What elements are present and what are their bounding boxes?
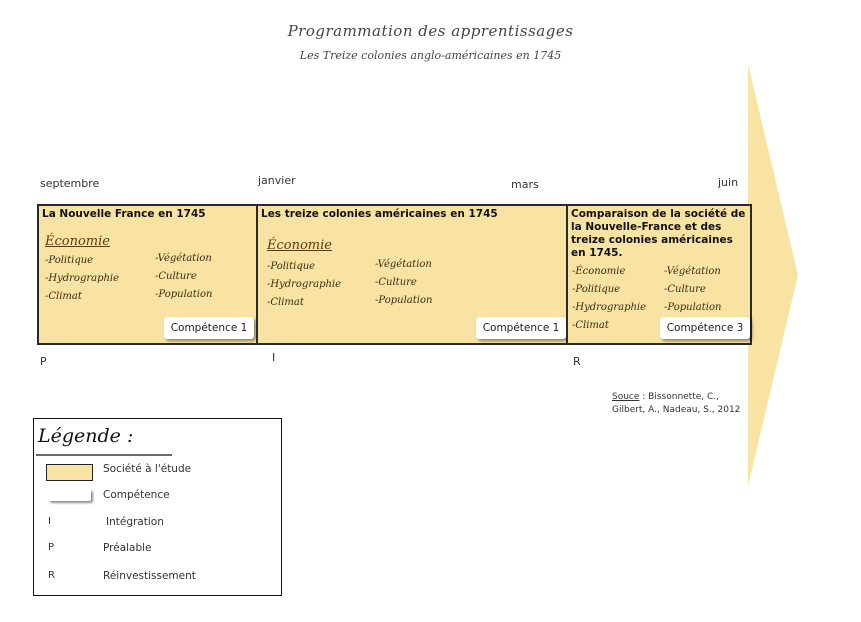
legend-label: Compétence: [103, 489, 170, 501]
marker-integration: I: [272, 351, 276, 364]
period-box-treize-colonies: [256, 204, 568, 345]
month-label-january: janvier: [258, 174, 296, 187]
box-item: -Politique: [45, 255, 94, 266]
box-item: -Culture: [375, 277, 417, 288]
month-label-september: septembre: [40, 177, 100, 190]
period-box-nouvelle-france: [37, 204, 258, 345]
box-item: -Hydrographie: [45, 273, 120, 284]
box-item: -Culture: [155, 271, 197, 282]
box-item: -Climat: [572, 320, 609, 331]
box-item: -Politique: [267, 261, 316, 272]
box-title: La Nouvelle France en 1745: [42, 208, 206, 220]
competence-badge: Compétence 3: [660, 317, 750, 339]
legend-label: Réinvestissement: [103, 570, 196, 582]
diagram-subtitle: Les Treize colonies anglo-américaines en 1745: [299, 49, 562, 62]
legend-symbol: I: [48, 516, 51, 527]
box-item: -Climat: [45, 291, 82, 302]
box-item: -Végétation: [155, 253, 212, 264]
legend-title: Légende :: [38, 425, 134, 447]
box-item: -Population: [155, 289, 213, 300]
legend-title-underline: [36, 453, 172, 457]
legend-swatch-competence: [48, 489, 91, 501]
marker-reinvestissement: R: [573, 355, 581, 368]
legend-label: Société à l'étude: [103, 463, 192, 475]
marker-prealable: P: [40, 355, 47, 368]
box-item: -Végétation: [664, 266, 721, 277]
box-item: -Hydrographie: [267, 279, 342, 290]
box-item: -Politique: [572, 284, 621, 295]
box-item: -Climat: [267, 297, 304, 308]
box-item: -Culture: [664, 284, 706, 295]
box-item: -Économie: [572, 266, 626, 277]
source-label: Souce: [612, 392, 640, 402]
source-citation: [612, 391, 742, 417]
legend-symbol: P: [48, 542, 55, 553]
box-item: -Hydrographie: [572, 302, 647, 313]
legend-box: [33, 418, 282, 596]
box-heading: Économie: [267, 238, 332, 253]
month-label-june: juin: [718, 176, 739, 189]
period-box-comparaison: [566, 204, 752, 345]
box-item: -Végétation: [375, 259, 432, 270]
box-title: Les treize colonies américaines en 1745: [261, 208, 498, 220]
competence-badge: Compétence 1: [164, 317, 254, 339]
source-text: : Bissonnette, C., Gilbert, A., Nadeau, S., 2012: [612, 392, 741, 415]
box-item: -Population: [664, 302, 722, 313]
legend-label: Préalable: [103, 542, 152, 554]
month-label-march: mars: [511, 178, 539, 191]
legend-label: Intégration: [106, 516, 164, 528]
timeline-arrow: [748, 64, 798, 486]
diagram-title: Programmation des apprentissages: [287, 22, 574, 40]
box-item: -Population: [375, 295, 433, 306]
legend-swatch-societe: [46, 464, 93, 481]
competence-badge: Compétence 1: [476, 317, 566, 339]
box-heading: Économie: [45, 234, 110, 249]
legend-symbol: R: [48, 570, 55, 581]
box-title: Comparaison de la société de la Nouvelle-France et des treize colonies américaines en 1745.: [571, 208, 746, 259]
